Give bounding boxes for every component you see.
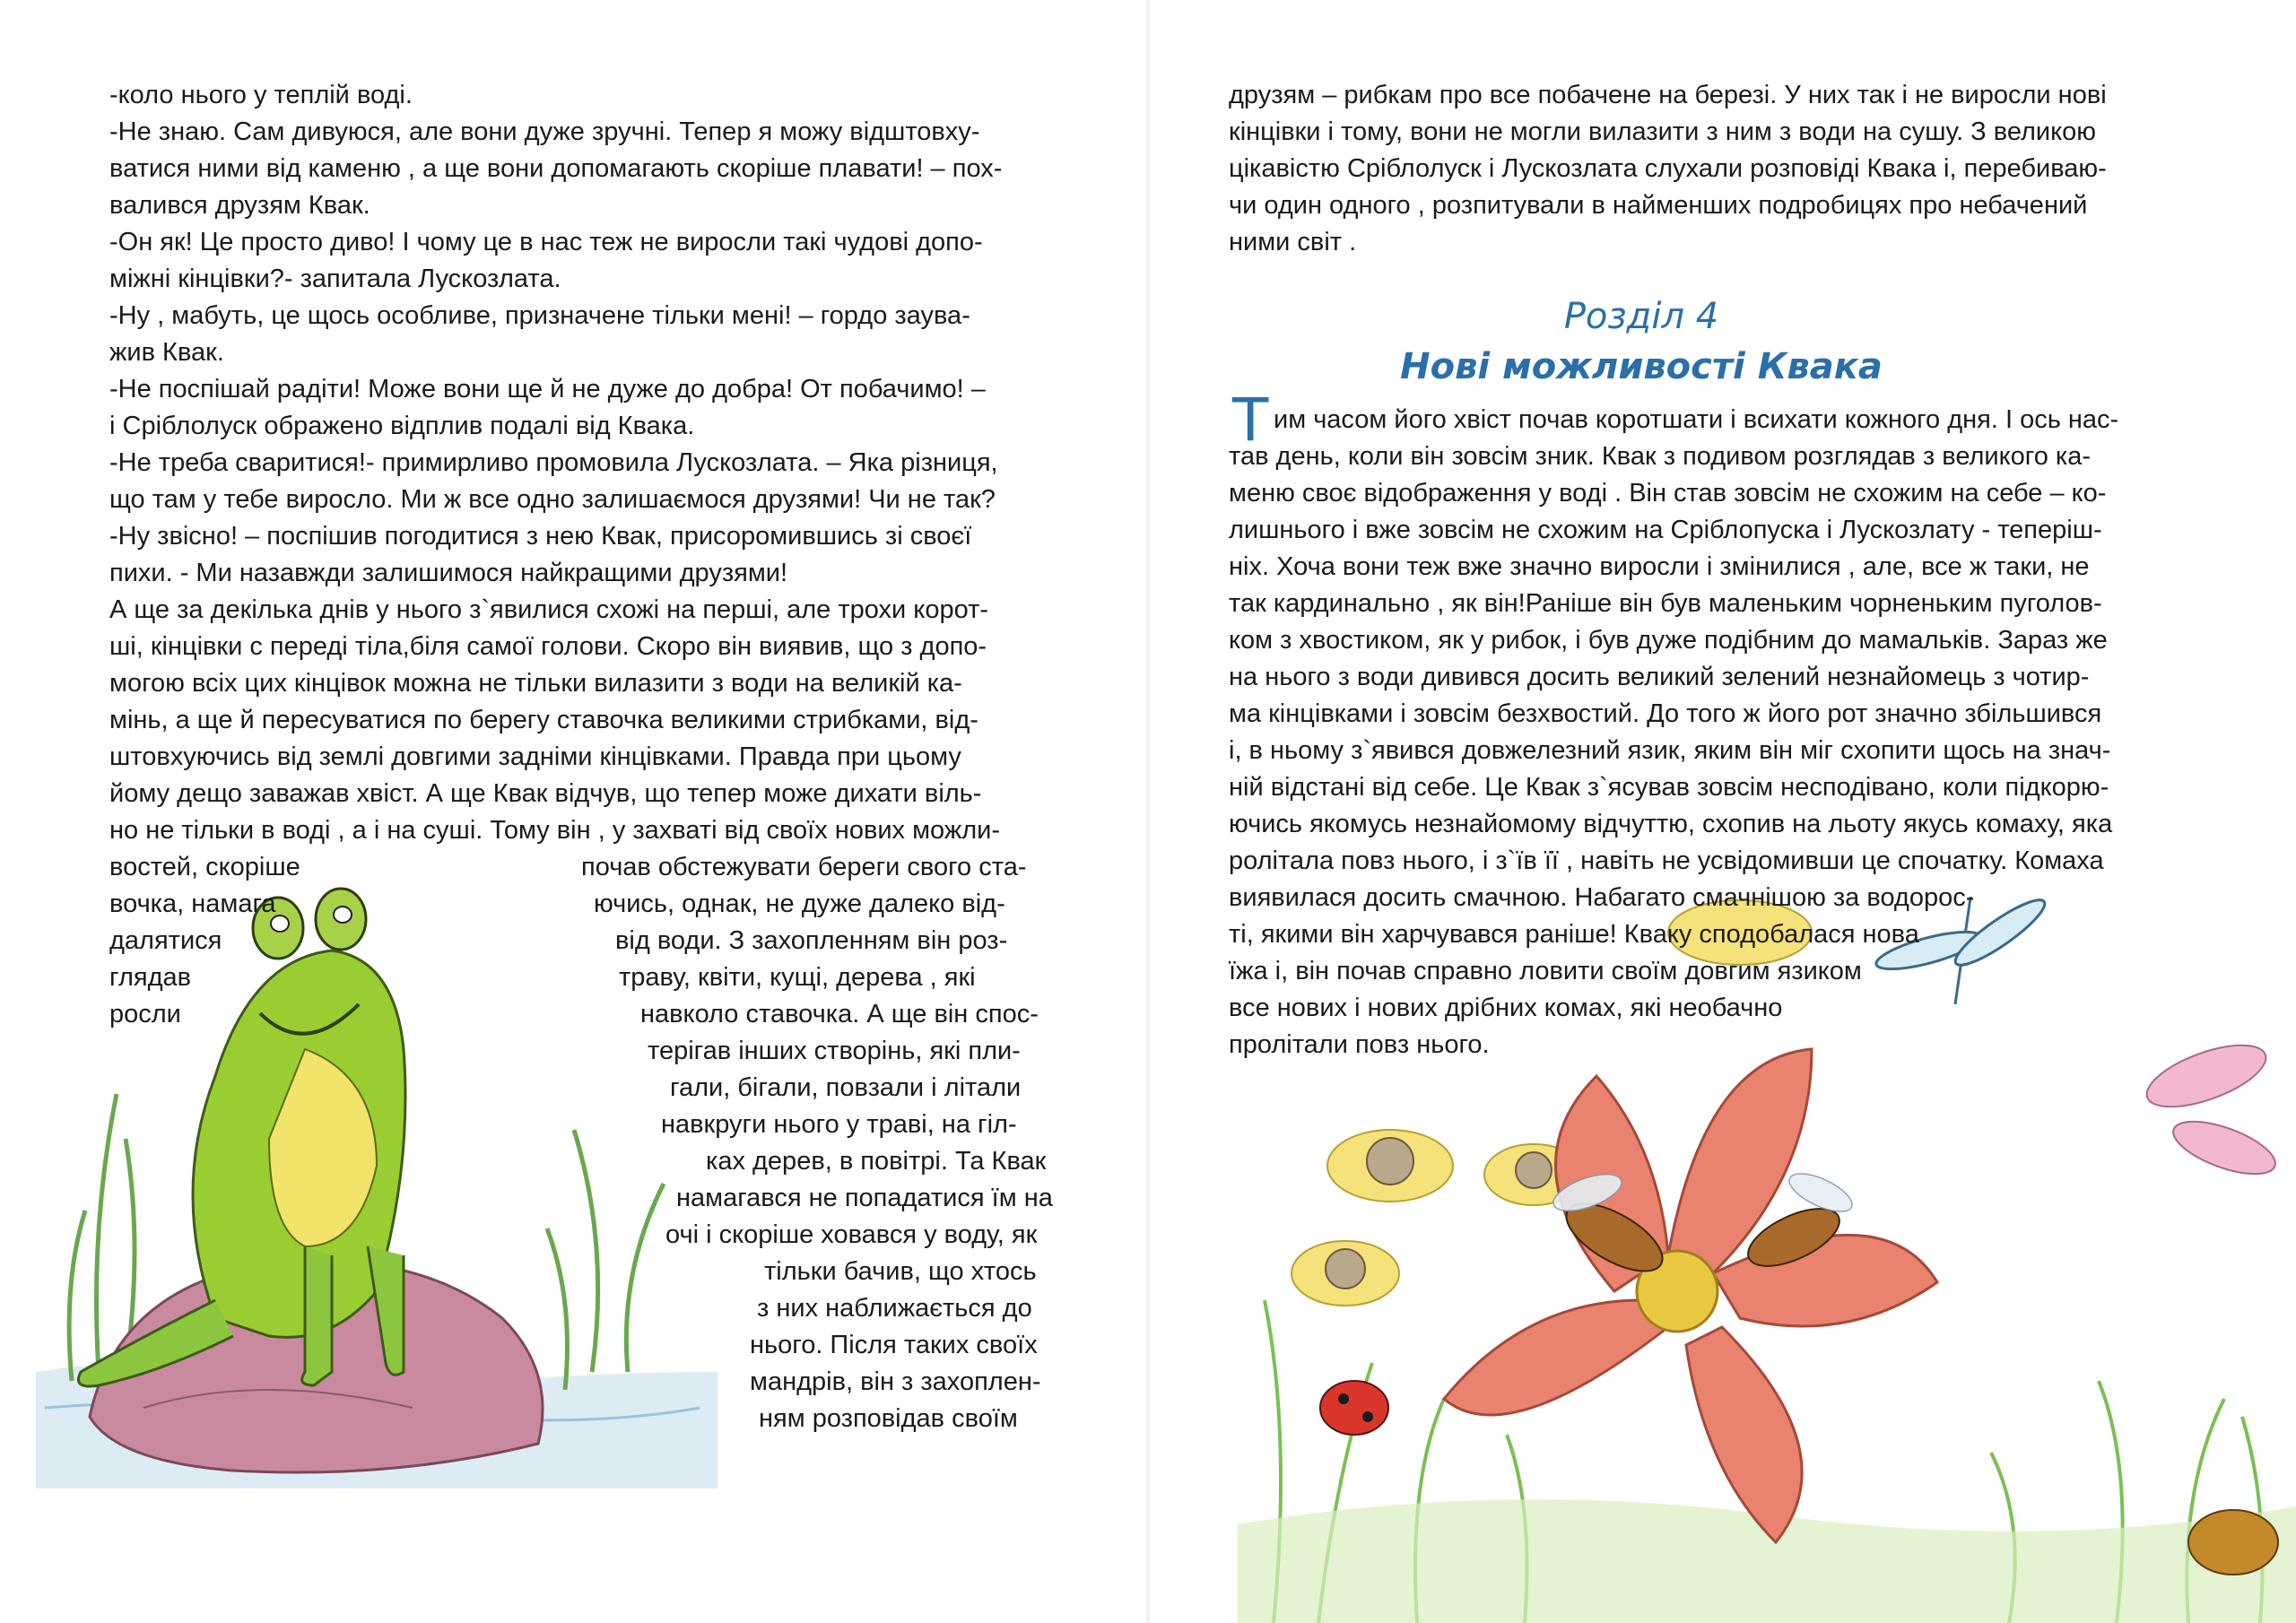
text-line: мінь, а ще й пересуватися по берегу ставочка великими стрибками, від- — [109, 706, 978, 734]
wrap-left-line: вочка, намага — [109, 890, 276, 918]
text-line: ком з хвостиком, як у рибок, і був дуже подібним до мамальків. Зараз же — [1229, 626, 2108, 655]
text-line: цікавістю Сріблолуск і Лускозлата слухали розповіді Квака і, перебиваю- — [1229, 154, 2107, 183]
wrap-right-line: терігав інших створінь, які пли- — [648, 1037, 1021, 1065]
text-line: ті, якими він харчувався раніше! Кваку сподобалася нова — [1229, 920, 1919, 949]
text-line: на нього з води дивився досить великий зелений незнайомець з чотир- — [1229, 663, 2090, 691]
text-line: все нових і нових дрібних комах, які необачно — [1229, 994, 1783, 1022]
text-line: йому дещо заважав хвіст. А ще Квак відчув, що тепер може дихати віль- — [109, 779, 982, 808]
text-line: ші, кінцівки с переді тіла,біля самої голови. Скоро він виявив, що з допо- — [109, 632, 987, 661]
wrap-right-line: мандрів, він з захоплен- — [750, 1367, 1041, 1396]
wrap-right-line: навкруги нього у траві, на гіл- — [661, 1110, 1017, 1139]
text-line: А ще за декілька днів у нього з`явилися схожі на перші, але трохи корот- — [109, 595, 989, 624]
wrap-left-line: росли — [109, 1000, 181, 1028]
wrap-right-line: очі і скоріше ховався у воду, як — [665, 1220, 1038, 1249]
text-line: ролітала повз нього, і з`їв її , навіть не усвідомивши це спочатку. Комаха — [1229, 846, 2104, 875]
text-line: пролітали повз нього. — [1229, 1030, 1490, 1059]
text-line: -Он як! Це просто диво! І чому це в нас теж не виросли такі чудові допо- — [109, 228, 983, 256]
text-line: кінцівки і тому, вони не могли вилазити з ним з води на сушу. З великою — [1229, 117, 2097, 146]
text-line: -Не знаю. Сам дивуюся, але вони дуже зручні. Тепер я можу відштовху- — [109, 117, 980, 146]
text-line: ними світ . — [1229, 228, 1357, 256]
wrap-right-line: намагався не попадатися їм на — [676, 1184, 1053, 1212]
text-line: ватися ними від каменю , а ще вони допомагають скоріше плавати! – пох- — [109, 154, 1003, 183]
text-line: ма кінцівками і зовсім безхвостий. До того ж його рот значно збільшився — [1229, 699, 2102, 728]
text-line: ній відстані від себе. Це Квак з`ясував зовсім несподівано, коли підкорю- — [1229, 773, 2109, 802]
text-line: так кардинально , як він!Раніше він був маленьким чорненьким пуголов- — [1229, 589, 2102, 618]
wrap-right-line: тільки бачив, що хтось — [764, 1257, 1037, 1286]
wrap-left-line: востей, скоріше — [109, 853, 300, 881]
wrap-right-line: ючись, однак, не дуже далеко від- — [594, 890, 1005, 918]
text-line: -Ну , мабуть, це щось особливе, призначене тільки мені! – гордо заува- — [109, 301, 970, 330]
text-line: чи один одного , розпитували в найменших подробицях про небачений — [1229, 191, 2088, 220]
chapter-number: Розділ 4 — [1563, 296, 1719, 337]
text-line: і Сріблолуск ображено відплив подалі від Квака. — [109, 412, 695, 440]
wrap-right-line: гали, бігали, повзали і літали — [670, 1073, 1022, 1102]
text-line: ніх. Хоча вони теж вже значно виросли і змінилися , але, все ж таки, не — [1229, 552, 2090, 581]
text-line: могою всіх цих кінцівок можна не тільки вилазити з води на великій ка- — [109, 669, 962, 698]
text-line: пихи. - Ми назавжди залишимося найкращими друзями! — [109, 559, 788, 587]
wrap-right-line: навколо ставочка. А ще він спос- — [640, 1000, 1039, 1028]
text-line: ючись якомусь незнайомому відчуттю, схопив на льоту якусь комаху, яка — [1229, 810, 2113, 838]
text-line: лишнього і вже зовсім не схожим на Сріблопуска і Лускозлату - теперіш- — [1229, 516, 2102, 544]
text-line: им часом його хвіст почав коротшати і всихати кожного дня. І ось нас- — [1274, 405, 2119, 434]
text-line: і, в ньому з`явився довжелезний язик, яким він міг схопити щось на знач- — [1229, 736, 2111, 765]
text-line: міжні кінцівки?- запитала Лускозлата. — [109, 265, 561, 293]
text-line: жив Квак. — [109, 338, 224, 367]
wrap-right-line: з них наближається до — [757, 1294, 1032, 1323]
text-line: штовхуючись від землі довгими задніми кінцівками. Правда при цьому — [109, 742, 961, 771]
text-line: друзям – рибкам про все побачене на березі. У них так і не виросли нові — [1229, 81, 2107, 109]
wrap-right-line: від води. З захопленням він роз- — [615, 926, 1008, 955]
text-line: що там у тебе виросло. Ми ж все одно залишаємося друзями! Чи не так? — [109, 485, 996, 514]
text-line: но не тільки в воді , а і на суші. Тому він , у захваті від своїх нових можли- — [109, 816, 1001, 845]
text-line: їжа і, він почав справно ловити своїм довгим язиком — [1229, 957, 1862, 985]
text-line: -Не треба сваритися!- примирливо промовила Лускозлата. – Яка різниця, — [109, 448, 998, 477]
wrap-right-line: почав обстежувати береги свого ста- — [581, 853, 1027, 881]
text-line: -Ну звісно! – поспішив погодитися з нею Квак, присоромившись зі своєї — [109, 522, 972, 551]
wrap-left-line: глядав — [109, 963, 192, 992]
text-line: тав день, коли він зовсім зник. Квак з подивом розглядав з великого ка- — [1229, 442, 2091, 471]
wrap-right-line: ках дерев, в повітрі. Та Квак — [706, 1147, 1047, 1176]
chapter-title: Нові можливості Квака — [1400, 346, 1883, 387]
text-line: -Не поспішай радіти! Може вони ще й не дуже до добра! От побачимо! – — [109, 375, 986, 404]
text-line: виявилася досить смачною. Набагато смачнішою за водорос- — [1229, 883, 1975, 912]
wrap-right-line: траву, квіти, кущі, дерева , які — [619, 963, 976, 992]
wrap-left-line: далятися — [109, 926, 222, 955]
wrap-right-line: ням розповідав своїм — [759, 1404, 1018, 1433]
wrap-right-line: нього. Після таких своїх — [750, 1331, 1038, 1359]
spread-gutter — [1146, 0, 1150, 1623]
text-line: -коло нього у теплій воді. — [109, 81, 413, 109]
drop-cap: Т — [1232, 386, 1269, 455]
text-line: меню своє відображення у воді . Він став зовсім не схожим на себе – ко- — [1229, 479, 2107, 508]
text-line: валився друзям Квак. — [109, 191, 370, 220]
